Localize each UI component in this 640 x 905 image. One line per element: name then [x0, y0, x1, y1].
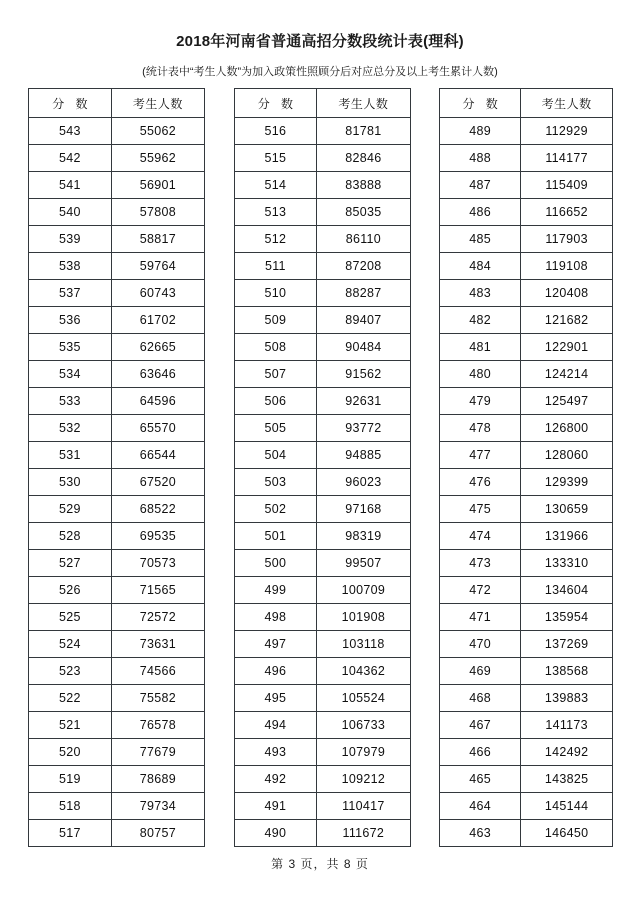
cell-count: 71565	[111, 577, 204, 604]
cell-count: 100709	[317, 577, 410, 604]
cell-count: 55062	[111, 118, 204, 145]
table-row	[440, 766, 613, 793]
cell-score: 514	[234, 172, 317, 199]
table-row	[29, 631, 205, 658]
table-row	[234, 577, 410, 604]
cell-score: 526	[29, 577, 112, 604]
table-row	[29, 766, 205, 793]
table-row	[234, 361, 410, 388]
header-count: 考生人数	[111, 89, 204, 118]
cell-count: 69535	[111, 523, 204, 550]
table-row	[29, 604, 205, 631]
cell-score: 463	[440, 820, 521, 847]
cell-score: 472	[440, 577, 521, 604]
cell-count: 117903	[521, 226, 613, 253]
cell-count: 77679	[111, 739, 204, 766]
table-row	[440, 793, 613, 820]
table-row	[29, 523, 205, 550]
table-row	[440, 631, 613, 658]
cell-score: 478	[440, 415, 521, 442]
cell-score: 467	[440, 712, 521, 739]
cell-score: 480	[440, 361, 521, 388]
table-row	[29, 469, 205, 496]
cell-score: 531	[29, 442, 112, 469]
cell-count: 66544	[111, 442, 204, 469]
cell-count: 128060	[521, 442, 613, 469]
header-score	[29, 89, 112, 118]
cell-score: 523	[29, 658, 112, 685]
header-score-label: 分 数	[462, 96, 502, 111]
cell-count: 72572	[111, 604, 204, 631]
cell-count: 122901	[521, 334, 613, 361]
cell-score: 508	[234, 334, 317, 361]
cell-count: 103118	[317, 631, 410, 658]
cell-count: 101908	[317, 604, 410, 631]
cell-count: 63646	[111, 361, 204, 388]
cell-score: 525	[29, 604, 112, 631]
cell-count: 87208	[317, 253, 410, 280]
cell-count: 139883	[521, 685, 613, 712]
cell-score: 471	[440, 604, 521, 631]
cell-count: 56901	[111, 172, 204, 199]
page-subtitle: (统计表中“考生人数”为加入政策性照顾分后对应总分及以上考生累计人数)	[142, 66, 498, 78]
cell-score: 524	[29, 631, 112, 658]
cell-count: 111672	[317, 820, 410, 847]
table-row	[440, 199, 613, 226]
table-body-column-1	[29, 118, 205, 847]
table-row	[440, 496, 613, 523]
table-row	[29, 145, 205, 172]
cell-count: 85035	[317, 199, 410, 226]
table-row	[440, 712, 613, 739]
cell-score: 484	[440, 253, 521, 280]
table-row	[234, 469, 410, 496]
cell-score: 474	[440, 523, 521, 550]
table-body-column-3	[440, 118, 613, 847]
cell-score: 483	[440, 280, 521, 307]
cell-count: 131966	[521, 523, 613, 550]
cell-score: 468	[440, 685, 521, 712]
table-row	[440, 820, 613, 847]
score-tables-container	[28, 88, 613, 847]
header-score-label: 分 数	[52, 96, 92, 111]
table-row	[29, 415, 205, 442]
table-row	[440, 658, 613, 685]
cell-count: 112929	[521, 118, 613, 145]
table-row	[29, 577, 205, 604]
cell-score: 520	[29, 739, 112, 766]
table-row	[440, 469, 613, 496]
cell-count: 142492	[521, 739, 613, 766]
cell-score: 482	[440, 307, 521, 334]
cell-score: 507	[234, 361, 317, 388]
cell-count: 93772	[317, 415, 410, 442]
cell-count: 115409	[521, 172, 613, 199]
table-row	[234, 145, 410, 172]
table-header-row	[440, 89, 613, 118]
cell-score: 491	[234, 793, 317, 820]
table-row	[440, 280, 613, 307]
cell-score: 534	[29, 361, 112, 388]
table-row	[234, 442, 410, 469]
cell-score: 481	[440, 334, 521, 361]
cell-score: 511	[234, 253, 317, 280]
cell-score: 518	[29, 793, 112, 820]
cell-score: 535	[29, 334, 112, 361]
table-row	[234, 334, 410, 361]
cell-score: 466	[440, 739, 521, 766]
cell-count: 83888	[317, 172, 410, 199]
cell-score: 510	[234, 280, 317, 307]
cell-score: 537	[29, 280, 112, 307]
cell-score: 479	[440, 388, 521, 415]
table-row	[29, 712, 205, 739]
table-row	[234, 685, 410, 712]
cell-count: 121682	[521, 307, 613, 334]
table-row	[29, 307, 205, 334]
cell-count: 145144	[521, 793, 613, 820]
table-row	[234, 604, 410, 631]
cell-count: 130659	[521, 496, 613, 523]
page-number-footer: 第 3 页，共 8 页	[271, 857, 369, 871]
table-row	[440, 307, 613, 334]
table-row	[440, 226, 613, 253]
cell-count: 88287	[317, 280, 410, 307]
table-body-column-2	[234, 118, 410, 847]
cell-count: 67520	[111, 469, 204, 496]
score-table-column-2	[234, 88, 411, 847]
cell-count: 133310	[521, 550, 613, 577]
cell-count: 89407	[317, 307, 410, 334]
cell-score: 465	[440, 766, 521, 793]
table-row	[234, 253, 410, 280]
cell-count: 58817	[111, 226, 204, 253]
table-row	[440, 739, 613, 766]
cell-score: 493	[234, 739, 317, 766]
cell-score: 541	[29, 172, 112, 199]
header-score-label: 分 数	[257, 96, 298, 111]
cell-count: 129399	[521, 469, 613, 496]
cell-score: 485	[440, 226, 521, 253]
table-row	[234, 388, 410, 415]
cell-count: 137269	[521, 631, 613, 658]
table-header-row	[234, 89, 410, 118]
table-row	[29, 334, 205, 361]
cell-score: 501	[234, 523, 317, 550]
cell-score: 489	[440, 118, 521, 145]
table-row	[29, 199, 205, 226]
cell-count: 59764	[111, 253, 204, 280]
cell-count: 138568	[521, 658, 613, 685]
cell-count: 55962	[111, 145, 204, 172]
cell-count: 106733	[317, 712, 410, 739]
table-row	[29, 550, 205, 577]
cell-count: 124214	[521, 361, 613, 388]
cell-score: 487	[440, 172, 521, 199]
cell-count: 143825	[521, 766, 613, 793]
header-count: 考生人数	[317, 89, 410, 118]
cell-score: 506	[234, 388, 317, 415]
table-row	[234, 658, 410, 685]
cell-score: 532	[29, 415, 112, 442]
cell-count: 120408	[521, 280, 613, 307]
table-row	[29, 739, 205, 766]
cell-score: 476	[440, 469, 521, 496]
cell-score: 533	[29, 388, 112, 415]
cell-count: 76578	[111, 712, 204, 739]
cell-count: 82846	[317, 145, 410, 172]
table-row	[29, 253, 205, 280]
table-row	[440, 415, 613, 442]
table-row	[440, 604, 613, 631]
cell-count: 98319	[317, 523, 410, 550]
cell-score: 464	[440, 793, 521, 820]
cell-count: 92631	[317, 388, 410, 415]
table-row	[29, 820, 205, 847]
cell-count: 81781	[317, 118, 410, 145]
table-row	[440, 361, 613, 388]
cell-count: 110417	[317, 793, 410, 820]
score-table-column-1	[28, 88, 205, 847]
table-row	[440, 334, 613, 361]
table-row	[29, 118, 205, 145]
cell-score: 502	[234, 496, 317, 523]
cell-count: 114177	[521, 145, 613, 172]
cell-score: 513	[234, 199, 317, 226]
cell-count: 135954	[521, 604, 613, 631]
cell-count: 79734	[111, 793, 204, 820]
cell-score: 496	[234, 658, 317, 685]
cell-score: 494	[234, 712, 317, 739]
table-row	[440, 388, 613, 415]
cell-score: 500	[234, 550, 317, 577]
cell-count: 60743	[111, 280, 204, 307]
cell-count: 141173	[521, 712, 613, 739]
cell-score: 521	[29, 712, 112, 739]
table-row	[29, 496, 205, 523]
table-row	[440, 145, 613, 172]
cell-count: 73631	[111, 631, 204, 658]
table-row	[234, 712, 410, 739]
table-row	[29, 172, 205, 199]
table-row	[29, 658, 205, 685]
cell-score: 538	[29, 253, 112, 280]
cell-score: 488	[440, 145, 521, 172]
table-row	[29, 280, 205, 307]
table-row	[234, 172, 410, 199]
cell-count: 146450	[521, 820, 613, 847]
cell-score: 536	[29, 307, 112, 334]
cell-count: 90484	[317, 334, 410, 361]
table-row	[234, 496, 410, 523]
table-row	[234, 766, 410, 793]
table-row	[29, 442, 205, 469]
cell-count: 70573	[111, 550, 204, 577]
cell-count: 116652	[521, 199, 613, 226]
table-row	[234, 793, 410, 820]
table-row	[440, 577, 613, 604]
cell-score: 475	[440, 496, 521, 523]
cell-score: 515	[234, 145, 317, 172]
cell-score: 486	[440, 199, 521, 226]
table-row	[440, 253, 613, 280]
cell-score: 522	[29, 685, 112, 712]
table-row	[440, 685, 613, 712]
cell-score: 542	[29, 145, 112, 172]
cell-score: 503	[234, 469, 317, 496]
cell-score: 530	[29, 469, 112, 496]
cell-score: 543	[29, 118, 112, 145]
table-row	[29, 685, 205, 712]
cell-count: 119108	[521, 253, 613, 280]
cell-count: 64596	[111, 388, 204, 415]
cell-score: 473	[440, 550, 521, 577]
cell-count: 105524	[317, 685, 410, 712]
cell-score: 470	[440, 631, 521, 658]
table-row	[234, 226, 410, 253]
table-row	[234, 415, 410, 442]
table-row	[234, 820, 410, 847]
cell-count: 65570	[111, 415, 204, 442]
cell-score: 512	[234, 226, 317, 253]
cell-count: 68522	[111, 496, 204, 523]
table-row	[29, 361, 205, 388]
table-row	[234, 280, 410, 307]
cell-count: 94885	[317, 442, 410, 469]
cell-score: 477	[440, 442, 521, 469]
cell-count: 62665	[111, 334, 204, 361]
table-row	[29, 226, 205, 253]
cell-score: 499	[234, 577, 317, 604]
table-row	[234, 307, 410, 334]
score-table-column-3	[439, 88, 613, 847]
page-title: 2018年河南省普通高招分数段统计表(理科)	[176, 33, 464, 50]
table-row	[440, 442, 613, 469]
cell-count: 74566	[111, 658, 204, 685]
header-score	[440, 89, 521, 118]
header-count: 考生人数	[521, 89, 613, 118]
cell-count: 109212	[317, 766, 410, 793]
cell-count: 57808	[111, 199, 204, 226]
cell-count: 86110	[317, 226, 410, 253]
cell-count: 107979	[317, 739, 410, 766]
table-row	[440, 172, 613, 199]
cell-count: 99507	[317, 550, 410, 577]
cell-count: 91562	[317, 361, 410, 388]
table-row	[440, 550, 613, 577]
cell-score: 527	[29, 550, 112, 577]
table-row	[234, 523, 410, 550]
table-row	[234, 199, 410, 226]
header-score	[234, 89, 317, 118]
cell-count: 61702	[111, 307, 204, 334]
cell-count: 75582	[111, 685, 204, 712]
table-row	[234, 118, 410, 145]
table-row	[234, 739, 410, 766]
cell-count: 104362	[317, 658, 410, 685]
cell-score: 528	[29, 523, 112, 550]
cell-score: 529	[29, 496, 112, 523]
cell-score: 497	[234, 631, 317, 658]
table-row	[29, 388, 205, 415]
cell-score: 539	[29, 226, 112, 253]
cell-count: 134604	[521, 577, 613, 604]
cell-count: 125497	[521, 388, 613, 415]
cell-score: 540	[29, 199, 112, 226]
cell-score: 469	[440, 658, 521, 685]
cell-score: 504	[234, 442, 317, 469]
cell-count: 78689	[111, 766, 204, 793]
table-row	[440, 118, 613, 145]
cell-score: 498	[234, 604, 317, 631]
cell-score: 505	[234, 415, 317, 442]
cell-count: 96023	[317, 469, 410, 496]
cell-score: 495	[234, 685, 317, 712]
table-header-row	[29, 89, 205, 118]
table-row	[234, 631, 410, 658]
cell-score: 490	[234, 820, 317, 847]
cell-score: 519	[29, 766, 112, 793]
cell-count: 97168	[317, 496, 410, 523]
cell-score: 517	[29, 820, 112, 847]
cell-score: 516	[234, 118, 317, 145]
cell-count: 80757	[111, 820, 204, 847]
table-row	[29, 793, 205, 820]
table-row	[440, 523, 613, 550]
table-row	[234, 550, 410, 577]
cell-score: 509	[234, 307, 317, 334]
cell-score: 492	[234, 766, 317, 793]
cell-count: 126800	[521, 415, 613, 442]
